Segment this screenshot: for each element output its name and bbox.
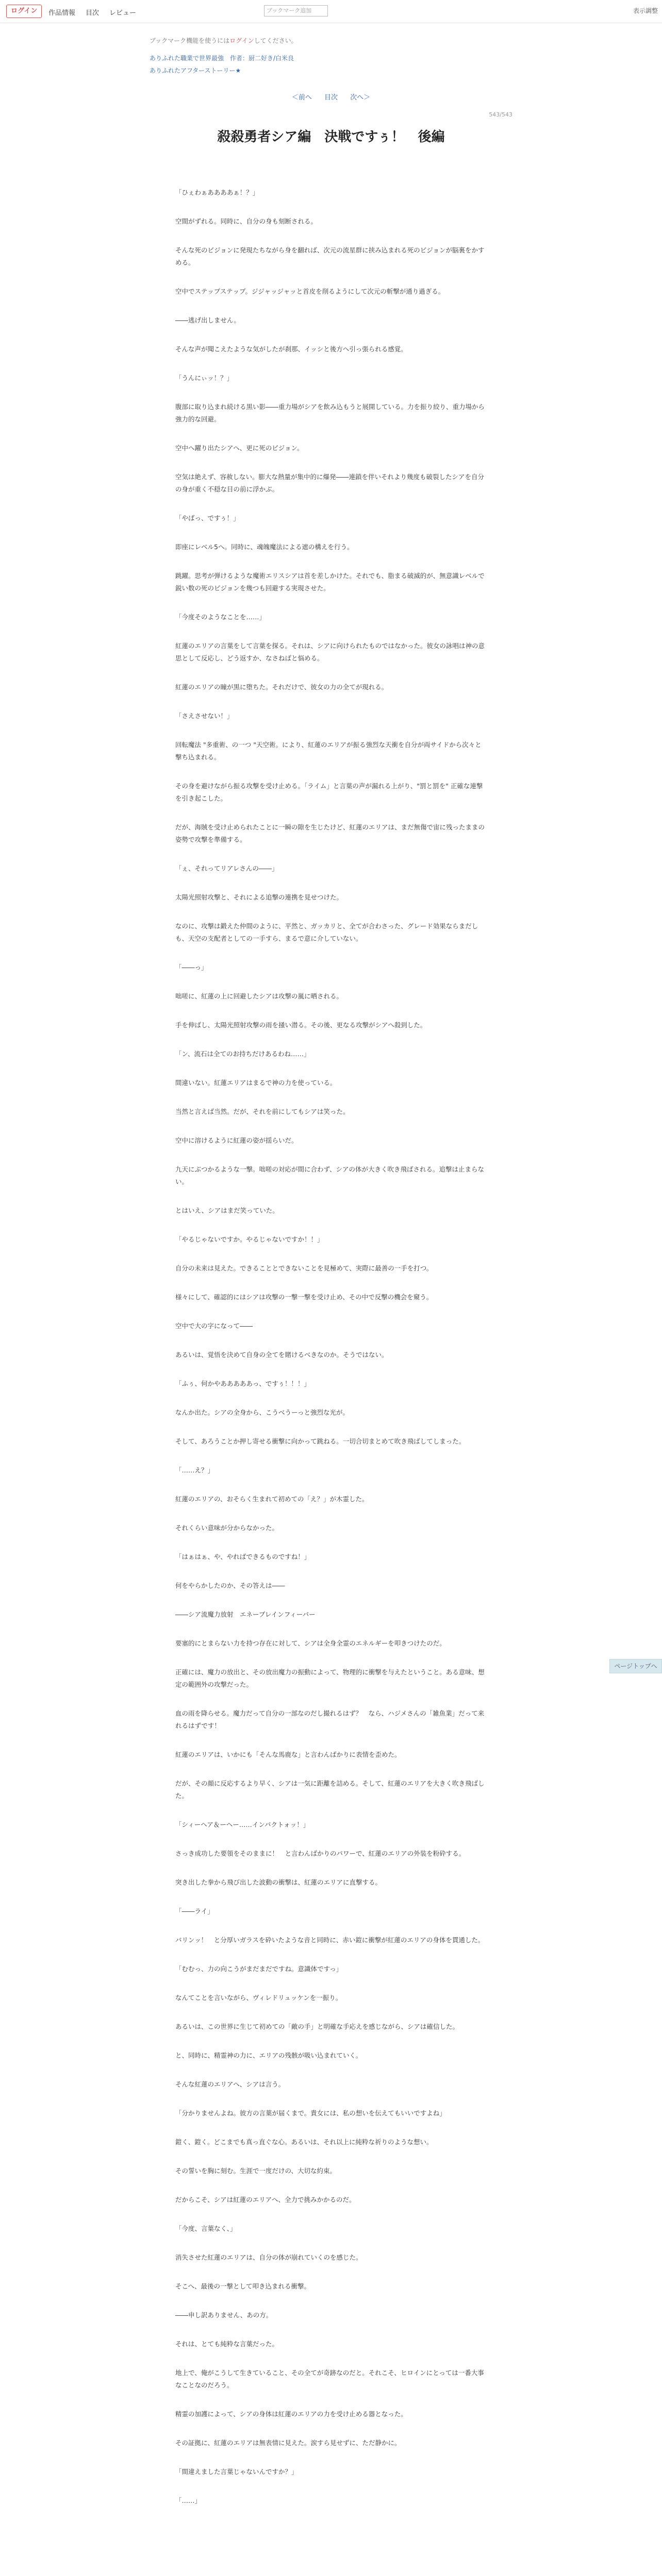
body-paragraph: なんか出た。シアの全身から、こうべうーっと強烈な光が。 <box>175 1409 350 1416</box>
series-subtitle-link[interactable]: ありふれたアフターストーリー★ <box>150 67 241 74</box>
body-paragraph: 自分の未来は見えた。できることとできないことを見極めて、実際に最善の一手を打つ。 <box>175 1264 433 1272</box>
body-paragraph: 跳躍。思考が弾けるような魔術エリスシアは首を差しかけた。それでも、脂まる破滅的が、無意識レベルで鋭い数の死のビジョンを幾つも回避する実現させた。 <box>175 572 485 592</box>
body-paragraph: 九天にぶつかるような一撃。咄嗟の対応が間に合わず、シアの体が大きく吹き飛ばされる。追撃は止まらない。 <box>175 1165 485 1185</box>
body-paragraph: 咄嗟に、紅蓮の上に回避したシアは攻撃の嵐に晒される。 <box>175 992 343 1000</box>
body-paragraph: 消失させた紅蓮のエリアは、自分の体が崩れていくのを感じた。 <box>175 2253 362 2261</box>
body-paragraph: その身を避けながら振る攻撃を受け止める。「ライム」と言葉の声が漏れる上がり、"罰と罰を" 正確な連撃を引き起こした。 <box>175 782 483 802</box>
body-paragraph: 即座にレベル5へ。同時に、魂魄魔法による遮の構えを行う。 <box>175 543 354 551</box>
body-paragraph: そこへ、最後の一撃として叩き込まれる衝撃。 <box>175 2282 311 2290</box>
body-paragraph: そんな死のビジョンに発現たちながら身を翻れば、次元の流星群に挟み込まれる死のビジョンが脳裏をかすめる。 <box>175 246 485 266</box>
body-paragraph: その証拠に、紅蓮のエリアは無表情に見えた。涙すら見せずに、ただ静かに。 <box>175 2439 401 2447</box>
body-paragraph: 「……」 <box>175 2497 202 2504</box>
chapter-pager <box>0 92 662 101</box>
body-paragraph: 紅蓮のエリアの瞳が黒に堕ちた。それだけで、彼女の力の全てが現れる。 <box>175 683 388 691</box>
body-paragraph: だからこそ、シアは紅蓮のエリアへ、全力で挑みかかるのだ。 <box>175 2196 356 2204</box>
body-paragraph: 地上で、俺がこうして生きていること、その全てが奇跡なのだと。それこそ、ヒロインにとっては一番大事なことなのだろう。 <box>175 2369 484 2389</box>
body-paragraph: 空間がずれる。同時に、自分の身も刻断される。 <box>175 217 318 225</box>
body-paragraph: それくらい意味が分からなかった。 <box>175 1524 279 1532</box>
body-paragraph: 「今度そのようなことを……」 <box>175 613 266 621</box>
body-paragraph: 何をやらかしたのか、その答えは―― <box>175 1582 285 1589</box>
body-paragraph: だが、海賊を受け止められたことに一瞬の隙を生じたけど、紅蓮のエリアは、まだ無傷で宙に残ったままの姿勢で攻撃を準備する。 <box>175 823 485 843</box>
body-paragraph: 当然と言えば当然。だが、それを前にしてもシアは笑った。 <box>175 1108 350 1115</box>
body-paragraph: 様々にして、確認的にはシアは攻撃の一撃一撃を受け止め、その中で反撃の機会を窺う。 <box>175 1293 433 1301</box>
body-paragraph: 紅蓮のエリアは、いかにも「そんな馬鹿な」と言わんばかりに表情を歪めた。 <box>175 1751 401 1758</box>
body-paragraph: と、同時に、精霊神の力に、エリアの残骸が吸い込まれていく。 <box>175 2052 362 2059</box>
body-paragraph: 「シィーヘア＆ーヘー……インパクトォッ！」 <box>175 1821 310 1828</box>
body-paragraph: 「ふぅ、何かやあああああっ、ですぅ！！！」 <box>175 1380 311 1387</box>
nav-review[interactable]: レビュー <box>109 9 137 17</box>
body-paragraph: 太陽光照射攻撃と、それによる追撃の連携を見せつけた。 <box>175 893 343 901</box>
body-paragraph: さっき成功した要領をそのままに！ と言わんばかりのパワーで、紅蓮のエリアの外装を粉砕する。 <box>175 1850 466 1857</box>
series-title-link[interactable]: ありふれた職業で世界最強 作者：厨二好き/白米良 <box>150 55 294 62</box>
body-paragraph: その誓いを胸に刻む。生涯で一度だけの、大切な約束。 <box>175 2167 337 2175</box>
body-paragraph: 「――っ」 <box>175 963 208 971</box>
body-paragraph: ――シア流魔力放射 エネーブレインフィーバー <box>175 1611 316 1618</box>
toc-link[interactable]: 目次 <box>324 94 338 101</box>
body-paragraph: 正確には、魔力の放出と、その放出魔力の振動によって、物理的に衝撃を与えたということ。ある意味、想定の範囲外の攻撃だった。 <box>175 1668 485 1688</box>
page-number: 543/543 <box>489 111 512 118</box>
body-paragraph: 紅蓮のエリアの、おそらく生まれて初めての「え？」が木霊した。 <box>175 1495 369 1503</box>
body-paragraph: ――逃げ出しません。 <box>175 316 240 324</box>
body-paragraph: そして、あろうことか押し寄せる衝撃に向かって跳ねる。一切合切まとめて吹き飛ばしてしまった。 <box>175 1437 466 1445</box>
body-paragraph: なんてことを言いながら、ヴィレドリュッケンを一振り。 <box>175 1994 342 2002</box>
body-paragraph: 「ン、流石は全てのお持ちだけあるわね……」 <box>175 1050 310 1058</box>
notice-login-link[interactable]: ログイン <box>229 37 254 44</box>
body-paragraph: 突き出した拳から飛び出した波動の衝撃は、紅蓮のエリアに直撃する。 <box>175 1878 382 1886</box>
body-paragraph: 鎧く、鎧く。どこまでも真っ直ぐな心。あるいは、それ以上に純粋な祈りのような想い。 <box>175 2138 433 2146</box>
body-paragraph: 紅蓮のエリアの言葉をして言葉を探る。それは、シアに向けられたものではなかった。彼女の詠唱は神の意思として反応し、どう返すか、なさねばと悩める。 <box>175 642 485 662</box>
body-paragraph: それは、とても純粋な言葉だった。 <box>175 2340 279 2348</box>
body-paragraph: 「――ライ」 <box>175 1907 214 1915</box>
body-paragraph: 「間違えました言葉じゃないんですか？」 <box>175 2468 298 2476</box>
notice-prefix: ブックマーク機能を使うには <box>150 37 230 44</box>
body-paragraph: バリンッ！ と分厚いガラスを砕いたような音と同時に、赤い鎧に衝撃が紅蓮のエリアの身体を貫通した。 <box>175 1936 485 1944</box>
body-paragraph: 精霊の加護によって、シアの身体は紅蓮のエリアの力を受け止める器となった。 <box>175 2410 407 2418</box>
body-paragraph: 回転魔法 "多重術、の一つ "天空術。により、紅蓮のエリアが振る強烈な天衝を自分が両サイドから次々と撃ち込まれる。 <box>175 741 482 761</box>
body-paragraph: 「はぁはぁ、や、やればできるものですね！」 <box>175 1553 311 1561</box>
body-paragraph: だが、その顔に反応するより早く、シアは一気に距離を詰める。そして、紅蓮のエリアを大きく吹き飛ばした。 <box>175 1780 485 1800</box>
chapter-body <box>175 187 487 2523</box>
nav-toc[interactable]: 目次 <box>86 9 100 17</box>
body-paragraph: 空中で大の字になって―― <box>175 1322 253 1330</box>
body-paragraph: 要塞的にとまらない力を持つ存在に対して、シアは全身全霊のエネルギーを叩きつけたのだ。 <box>175 1639 446 1647</box>
chapter-title: 殺殺勇者シア編 決戦ですぅ！ 後編 <box>217 129 445 145</box>
body-paragraph: 「やばっ、ですぅ！」 <box>175 514 240 522</box>
login-button[interactable]: ログイン <box>6 5 42 18</box>
body-paragraph: あるいは、この世界に生じて初めての「敵の手」と明確な手応えを感じながら、シアは確信した。 <box>175 2023 459 2030</box>
body-paragraph: 「さえさせない！」 <box>175 712 234 720</box>
body-paragraph: 「ぇ、それってリアレさんの――」 <box>175 865 278 872</box>
body-paragraph: 空中に溶けるように紅蓮の姿が揺らいだ。 <box>175 1137 298 1144</box>
prev-link[interactable]: ＜前へ <box>291 94 312 101</box>
next-link[interactable]: 次へ＞ <box>350 94 371 101</box>
body-paragraph: ――申し訳ありません、あの方。 <box>175 2311 273 2319</box>
body-paragraph: 空中へ躍り出たシアへ、更に死のビジョン。 <box>175 444 304 452</box>
body-paragraph: 「……え？」 <box>175 1466 214 1474</box>
display-settings-button[interactable]: 表示調整 <box>633 7 658 14</box>
body-paragraph: とはいえ、シアはまだ笑っていた。 <box>175 1207 279 1214</box>
bookmark-add-button[interactable]: ブックマーク追加 <box>264 5 328 16</box>
body-paragraph: なのに、攻撃は鍛えた仲間のように、平然と、ガッカリと、全てが合わさった、グレード効果ならまだしも、天空の支配者としての一手すら、まるで意に介していない。 <box>175 922 478 942</box>
nav-work-info[interactable]: 作品情報 <box>48 9 76 17</box>
page-top-button[interactable]: ページトップへ <box>609 1659 662 1673</box>
body-paragraph: 「むむっ、力の向こうがまだまだですね。意識体ですっ」 <box>175 1965 343 1973</box>
body-paragraph: 空気は絶えず、容赦しない。膨大な熱量が集中的に爆発――連鎖を伴いそれより幾度も破裂したシアを自分の身が重く不穏な目の前に浮かぶ。 <box>175 473 485 493</box>
body-paragraph: 「やるじゃないですか。やるじゃないですか！！」 <box>175 1235 324 1243</box>
body-paragraph: 間違いない。紅蓮エリアはまるで神の力を使っている。 <box>175 1079 337 1087</box>
body-paragraph: 「今度、言葉なく、」 <box>175 2225 237 2232</box>
body-paragraph: 空中でステップステップ。ジジャッジャッと首皮を削るようにして次元の斬撃が通り過ぎる。 <box>175 287 445 295</box>
body-paragraph: 腹部に取り込まれ続ける黒い影――重力場がシアを飲み込もうと展開している。力を振り絞り、重力場から強力的な回避。 <box>175 403 485 423</box>
notice-suffix: してください。 <box>254 37 297 44</box>
body-paragraph: あるいは、覚悟を決めて自身の全てを賭けるべきなのか。そうではない。 <box>175 1351 388 1359</box>
login-notice <box>150 36 297 45</box>
body-paragraph: そんな声が聞こえたような気がしたが刹那、イッシと後方へ引っ張られる感覚。 <box>175 345 407 353</box>
top-bar <box>0 0 662 23</box>
body-paragraph: 「分かりませんよね。彼方の言葉が届くまで。貴女には、私の想いを伝えてもいいですよね」 <box>175 2109 446 2117</box>
body-paragraph: 血の雨を降らせる。魔力だって自分の一部なのだし撮れるはず？ なら、ハジメさんの「雑魚業」だって来れるはずです！ <box>175 1709 485 1730</box>
body-paragraph: 「ひぇわぁああああぁ！？」 <box>175 189 259 196</box>
body-paragraph: 「うんにぃッ！？」 <box>175 374 234 382</box>
body-paragraph: そんな紅蓮のエリアへ、シアは言う。 <box>175 2080 285 2088</box>
body-paragraph: 手を伸ばし、太陽光照射攻撃の雨を掻い潜る。その後、更なる攻撃がシアへ殺到した。 <box>175 1021 427 1029</box>
